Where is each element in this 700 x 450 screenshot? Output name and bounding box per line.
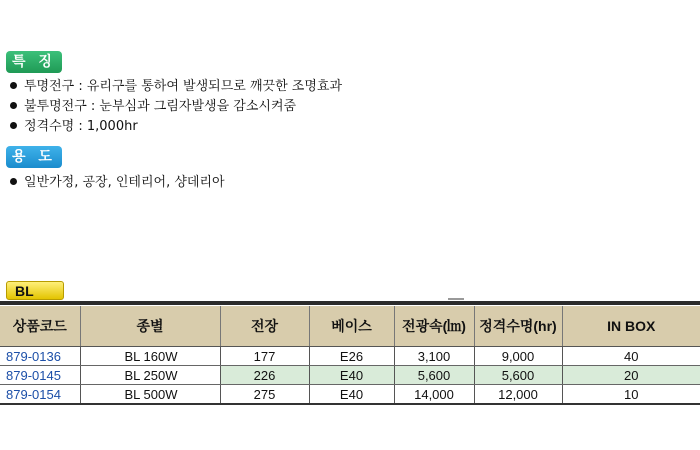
cell-type: BL 250W bbox=[80, 366, 220, 385]
cell-base: E40 bbox=[309, 385, 394, 405]
feature-text: 투명전구 : 유리구를 통하여 발생되므로 깨끗한 조명효과 bbox=[24, 79, 343, 94]
cell-rated-life: 5,600 bbox=[474, 366, 562, 385]
table-row bbox=[0, 385, 700, 405]
cell-length: 177 bbox=[220, 347, 309, 366]
list-item bbox=[10, 117, 342, 137]
usage-badge: 용 도 bbox=[6, 146, 62, 168]
cell-rated-life: 12,000 bbox=[474, 385, 562, 405]
divider-mark bbox=[448, 298, 464, 300]
cell-rated-life: 9,000 bbox=[474, 347, 562, 366]
usage-text: 일반가정, 공장, 인테리어, 샹데리아 bbox=[24, 175, 225, 190]
spec-table bbox=[0, 306, 700, 405]
cell-base: E26 bbox=[309, 347, 394, 366]
bullet-icon bbox=[10, 122, 17, 129]
feature-text: 불투명전구 : 눈부심과 그림자발생을 감소시켜줌 bbox=[24, 99, 297, 114]
features-list bbox=[10, 77, 342, 137]
header-in-box: IN BOX bbox=[562, 306, 700, 347]
cell-in-box: 40 bbox=[562, 347, 700, 366]
header-rated-life: 정격수명(hr) bbox=[474, 306, 562, 347]
table-top-rule bbox=[0, 301, 700, 305]
table-row bbox=[0, 347, 700, 366]
cell-base: E40 bbox=[309, 366, 394, 385]
cell-type: BL 500W bbox=[80, 385, 220, 405]
header-product-code: 상품코드 bbox=[0, 306, 80, 347]
bullet-icon bbox=[10, 102, 17, 109]
usage-list bbox=[10, 173, 225, 193]
cell-in-box: 10 bbox=[562, 385, 700, 405]
cell-type: BL 160W bbox=[80, 347, 220, 366]
cell-in-box: 20 bbox=[562, 366, 700, 385]
header-base: 베이스 bbox=[309, 306, 394, 347]
cell-lumen: 3,100 bbox=[394, 347, 474, 366]
list-item bbox=[10, 77, 342, 97]
bullet-icon bbox=[10, 82, 17, 89]
cell-product-code: 879-0154 bbox=[0, 385, 80, 405]
cell-product-code: 879-0145 bbox=[0, 366, 80, 385]
header-lumen: 전광속(㏐) bbox=[394, 306, 474, 347]
table-row bbox=[0, 366, 700, 385]
bullet-icon bbox=[10, 178, 17, 185]
cell-product-code: 879-0136 bbox=[0, 347, 80, 366]
list-item bbox=[10, 97, 342, 117]
header-type: 종별 bbox=[80, 306, 220, 347]
feature-text: 정격수명 : 1,000hr bbox=[24, 119, 138, 134]
header-length: 전장 bbox=[220, 306, 309, 347]
features-badge: 특 징 bbox=[6, 51, 62, 73]
list-item bbox=[10, 173, 225, 193]
cell-lumen: 14,000 bbox=[394, 385, 474, 405]
table-header-row bbox=[0, 306, 700, 347]
cell-lumen: 5,600 bbox=[394, 366, 474, 385]
cell-length: 226 bbox=[220, 366, 309, 385]
product-series-badge: BL bbox=[6, 281, 64, 300]
cell-length: 275 bbox=[220, 385, 309, 405]
